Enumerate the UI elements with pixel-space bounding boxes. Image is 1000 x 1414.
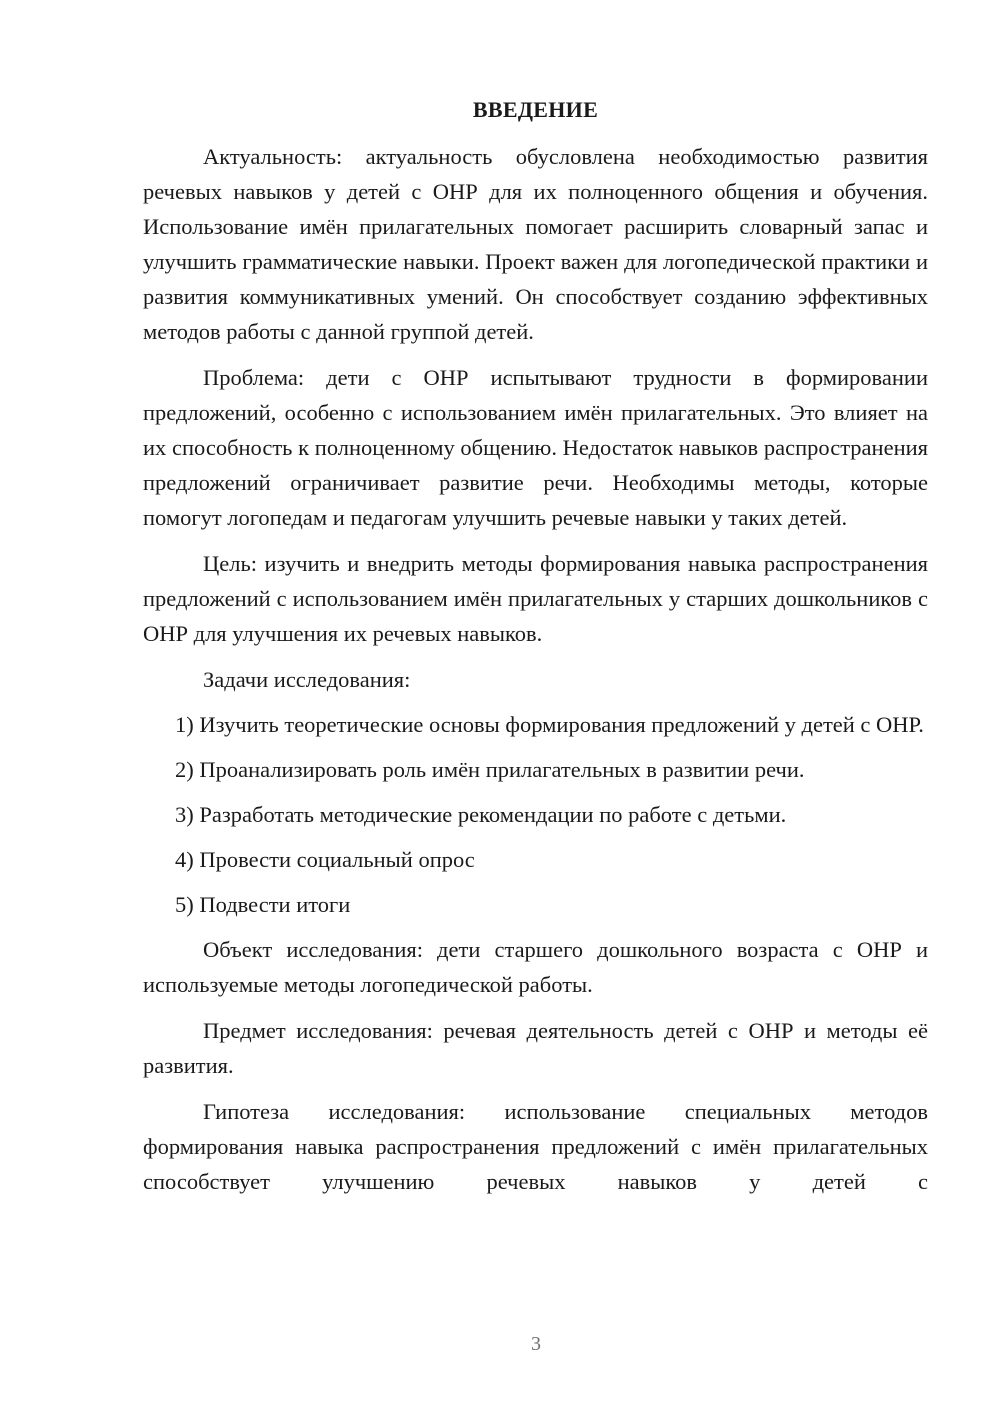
task-item: 1) Изучить теоретические основы формирования предложений у детей с ОНР. (175, 712, 924, 737)
task-item: 2) Проанализировать роль имён прилагательных в развитии речи. (175, 757, 805, 782)
tasks-heading: Задачи исследования: (203, 667, 411, 692)
task-item: 5) Подвести итоги (175, 892, 351, 917)
paragraph-object: Объект исследования: дети старшего дошкольного возраста с ОНР и используемые методы логопедической работы. (143, 937, 928, 997)
paragraph-goal: Цель: изучить и внедрить методы формирования навыка распространения предложений с использованием имён прилагательных у старших дошкольников с ОНР для улучшения их речевых навыков. (143, 551, 928, 646)
tasks-list (143, 707, 928, 922)
paragraph-hypothesis: Гипотеза исследования: использование специальных методов формирования навыка распространения предложений с имён прилагательных способствует улучшению речевых навыков у детей с (143, 1099, 928, 1194)
paragraph-subject: Предмет исследования: речевая деятельность детей с ОНР и методы её развития. (143, 1018, 928, 1078)
paragraph-problem: Проблема: дети с ОНР испытывают трудности в формировании предложений, особенно с использованием имён прилагательных. Это влияет на их способность к полноценному общению. Недостаток навыков распространения предложений ограничивает развитие речи. Необходимы методы, которые помогут логопедам и педагогам улучшить речевые навыки у таких детей. (143, 365, 928, 530)
section-title: ВВЕДЕНИЕ (472, 97, 599, 122)
task-item: 3) Разработать методические рекомендации по работе с детьми. (175, 802, 787, 827)
paragraph-relevance: Актуальность: актуальность обусловлена необходимостью развития речевых навыков у детей с ОНР для их полноценного общения и обучения. Использование имён прилагательных помогает расширить словарный запас и улучшить грамматические навыки. Проект важен для логопедической практики и развития коммуникативных умений. Он способствует созданию эффективных методов работы с данной группой детей. (143, 144, 928, 344)
task-item: 4) Провести социальный опрос (175, 847, 475, 872)
page-number: 3 (531, 1333, 541, 1355)
document-page (143, 95, 928, 1210)
